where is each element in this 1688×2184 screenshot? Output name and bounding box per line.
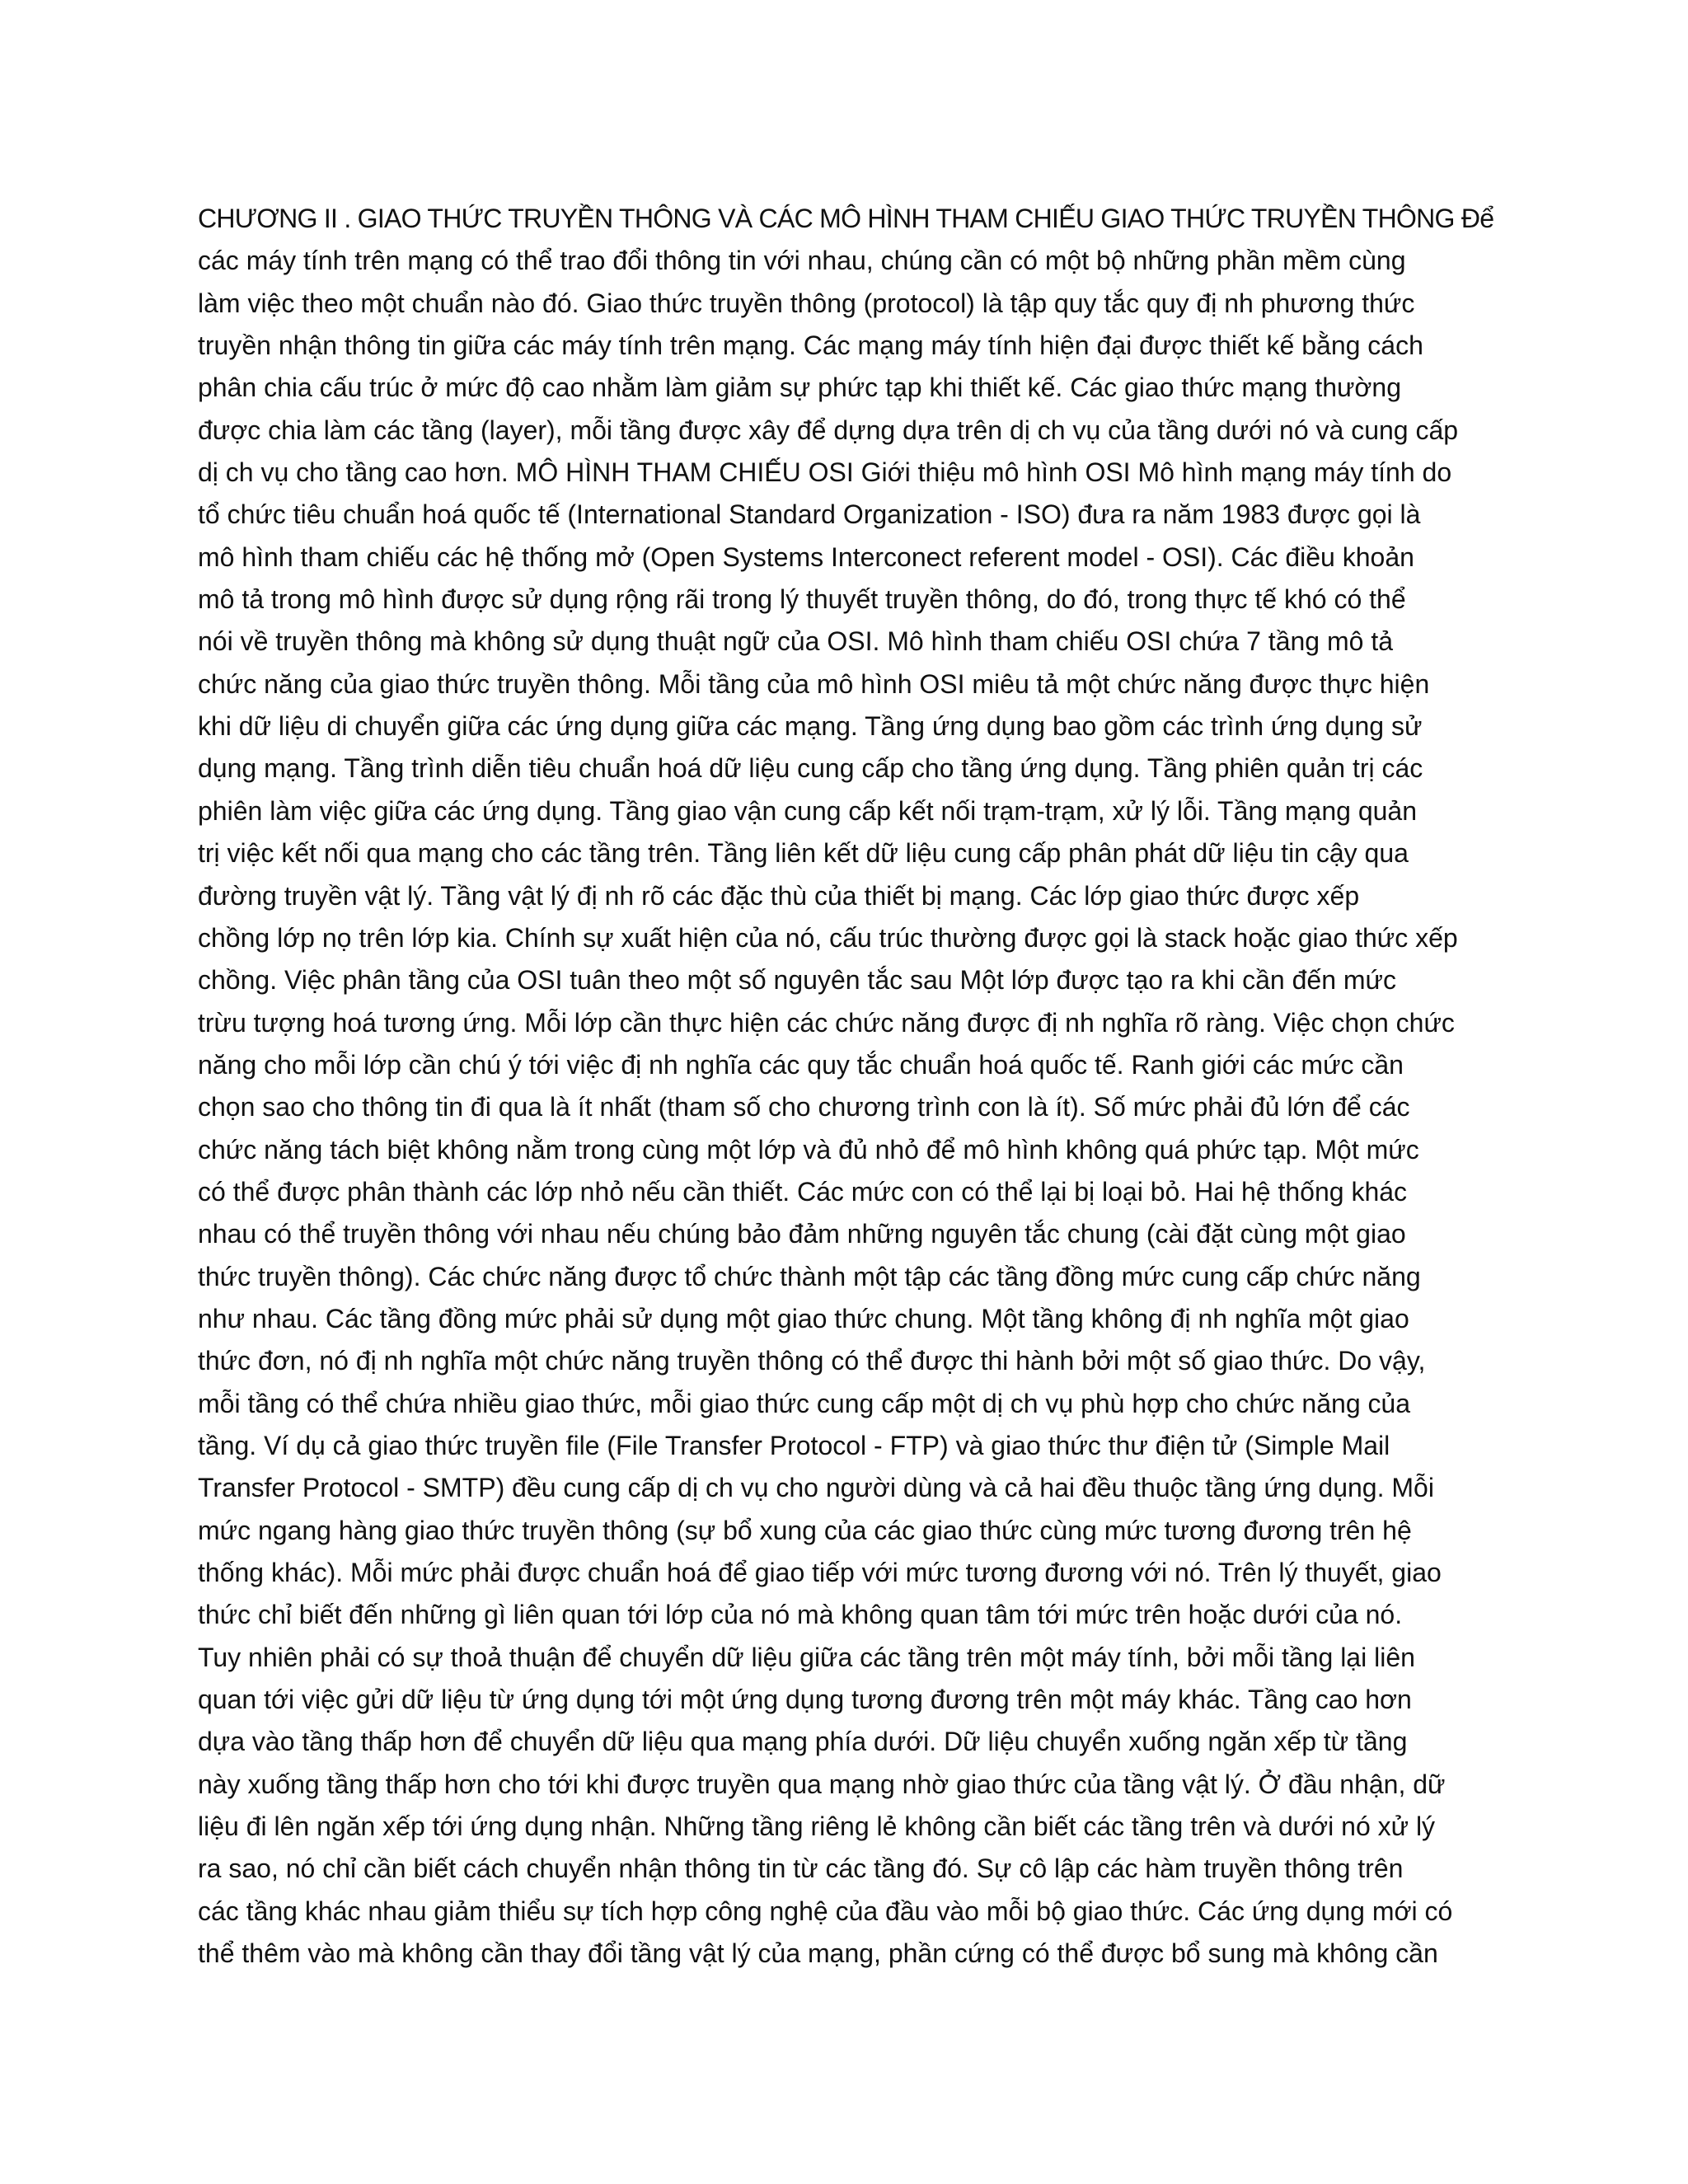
- text-line: phiên làm việc giữa các ứng dụng. Tầng giao vận cung cấp kết nối trạm-trạm, xử lý lỗi. Tầng mạng quản: [198, 795, 1417, 826]
- text-line: chức năng của giao thức truyền thông. Mỗi tầng của mô hình OSI miêu tả một chức năng được thực hiện: [198, 668, 1430, 699]
- text-line: tổ chức tiêu chuẩn hoá quốc tế (International Standard Organization - ISO) đưa ra năm 1983 được gọi là: [198, 499, 1421, 530]
- text-line: thể thêm vào mà không cần thay đổi tầng vật lý của mạng, phần cứng có thể được bổ sung mà không cần: [198, 1938, 1438, 1969]
- text-line: Transfer Protocol - SMTP) đều cung cấp dị ch vụ cho người dùng và cả hai đều thuộc tầng ứng dụng. Mỗi: [198, 1473, 1434, 1503]
- text-line: chồng lớp nọ trên lớp kia. Chính sự xuất hiện của nó, cấu trúc thường được gọi là stack hoặc giao thức xếp: [198, 922, 1458, 953]
- text-line: này xuống tầng thấp hơn cho tới khi được truyền qua mạng nhờ giao thức của tầng vật lý. Ở đầu nhận, dữ: [198, 1769, 1446, 1799]
- text-line: chọn sao cho thông tin đi qua là ít nhất (tham số cho chương trình con là ít). Số mức phải đủ lớn để các: [198, 1092, 1410, 1122]
- text-line: liệu đi lên ngăn xếp tới ứng dụng nhận. Những tầng riêng lẻ không cần biết các tầng trên và dưới nó xử lý: [198, 1811, 1436, 1842]
- text-line: mức ngang hàng giao thức truyền thông (sự bổ xung của các giao thức cùng mức tương đương trên hệ: [198, 1515, 1412, 1545]
- text-line: quan tới việc gửi dữ liệu từ ứng dụng tới một ứng dụng tương đương trên một máy khác. Tầng cao hơn: [198, 1685, 1412, 1715]
- text-line: nói về truyền thông mà không sử dụng thuật ngữ của OSI. Mô hình tham chiếu OSI chứa 7 tầng mô tả: [198, 626, 1393, 657]
- body-text: [198, 198, 1493, 1975]
- text-line: đường truyền vật lý. Tầng vật lý đị nh rõ các đặc thù của thiết bị mạng. Các lớp giao thức được xếp: [198, 880, 1360, 911]
- text-line: làm việc theo một chuẩn nào đó. Giao thức truyền thông (protocol) là tập quy tắc quy đị nh phương thức: [198, 288, 1415, 318]
- text-line: phân chia cấu trúc ở mức độ cao nhằm làm giảm sự phức tạp khi thiết kế. Các giao thức mạng thường: [198, 373, 1401, 403]
- text-line: mô hình tham chiếu các hệ thống mở (Open Systems Interconect referent model - OSI). Các điều khoản: [198, 541, 1414, 572]
- text-line: trị việc kết nối qua mạng cho các tầng trên. Tầng liên kết dữ liệu cung cấp phân phát dữ liệu tin cậy qua: [198, 838, 1409, 869]
- text-line: thức truyền thông). Các chức năng được tổ chức thành một tập các tầng đồng mức cung cấp chức năng: [198, 1261, 1421, 1291]
- text-line: như nhau. Các tầng đồng mức phải sử dụng một giao thức chung. Một tầng không đị nh nghĩa một giao: [198, 1303, 1409, 1333]
- text-line: mô tả trong mô hình được sử dụng rộng rãi trong lý thuyết truyền thông, do đó, trong thực tế khó có thể: [198, 584, 1406, 615]
- text-line: Tuy nhiên phải có sự thoả thuận để chuyển dữ liệu giữa các tầng trên một máy tính, bởi mỗi tầng lại liên: [198, 1642, 1415, 1672]
- text-line: các tầng khác nhau giảm thiểu sự tích hợp công nghệ của đầu vào mỗi bộ giao thức. Các ứng dụng mới có: [198, 1896, 1453, 1926]
- text-line: trừu tượng hoá tương ứng. Mỗi lớp cần thực hiện các chức năng được đị nh nghĩa rõ ràng. Việc chọn chức: [198, 1007, 1455, 1038]
- text-line: chồng. Việc phân tầng của OSI tuân theo một số nguyên tắc sau Một lớp được tạo ra khi cần đến mức: [198, 965, 1396, 996]
- text-line: dựa vào tầng thấp hơn để chuyển dữ liệu qua mạng phía dưới. Dữ liệu chuyển xuống ngăn xếp từ tầng: [198, 1727, 1408, 1757]
- text-line: mỗi tầng có thể chứa nhiều giao thức, mỗi giao thức cung cấp một dị ch vụ phù hợp cho chức năng của: [198, 1388, 1411, 1418]
- text-line: thức đơn, nó đị nh nghĩa một chức năng truyền thông có thể được thi hành bởi một số giao thức. Do vậy,: [198, 1346, 1426, 1376]
- text-line: tầng. Ví dụ cả giao thức truyền file (File Transfer Protocol - FTP) và giao thức thư điện tử (Simple Mail: [198, 1430, 1390, 1460]
- text-line: các máy tính trên mạng có thể trao đổi thông tin với nhau, chúng cần có một bộ những phần mềm cùng: [198, 246, 1406, 276]
- text-line: khi dữ liệu di chuyển giữa các ứng dụng giữa các mạng. Tầng ứng dụng bao gồm các trình ứng dụng sử: [198, 711, 1423, 742]
- text-line: truyền nhận thông tin giữa các máy tính trên mạng. Các mạng máy tính hiện đại được thiết kế bằng cách: [198, 330, 1423, 361]
- text-line: năng cho mỗi lớp cần chú ý tới việc đị nh nghĩa các quy tắc chuẩn hoá quốc tế. Ranh giới các mức cần: [198, 1049, 1404, 1080]
- text-line: nhau có thể truyền thông với nhau nếu chúng bảo đảm những nguyên tắc chung (cài đặt cùng một giao: [198, 1219, 1406, 1249]
- text-line: dụng mạng. Tầng trình diễn tiêu chuẩn hoá dữ liệu cung cấp cho tầng ứng dụng. Tầng phiên quản trị các: [198, 753, 1423, 784]
- text-line: thống khác). Mỗi mức phải được chuẩn hoá để giao tiếp với mức tương đương với nó. Trên lý thuyết, giao: [198, 1558, 1442, 1587]
- text-line: thức chỉ biết đến những gì liên quan tới lớp của nó mà không quan tâm tới mức trên hoặc dưới của nó.: [198, 1600, 1403, 1630]
- text-line: dị ch vụ cho tầng cao hơn. MÔ HÌNH THAM CHIẾU OSI Giới thiệu mô hình OSI Mô hình mạng máy tính do: [198, 457, 1452, 488]
- text-line: chức năng tách biệt không nằm trong cùng một lớp và đủ nhỏ để mô hình không quá phức tạp. Một mức: [198, 1134, 1419, 1165]
- text-line: CHƯƠNG II . GIAO THỨC TRUYỀN THÔNG VÀ CÁC MÔ HÌNH THAM CHIẾU GIAO THỨC TRUYỀN THÔNG Để: [198, 204, 1494, 233]
- text-line: ra sao, nó chỉ cần biết cách chuyển nhận thông tin từ các tầng đó. Sự cô lập các hàm truyền thông trên: [198, 1854, 1404, 1884]
- text-line: được chia làm các tầng (layer), mỗi tầng được xây để dựng dựa trên dị ch vụ của tầng dưới nó và cung cấp: [198, 415, 1459, 445]
- text-line: có thể được phân thành các lớp nhỏ nếu cần thiết. Các mức con có thể lại bị loại bỏ. Hai hệ thống khác: [198, 1176, 1408, 1207]
